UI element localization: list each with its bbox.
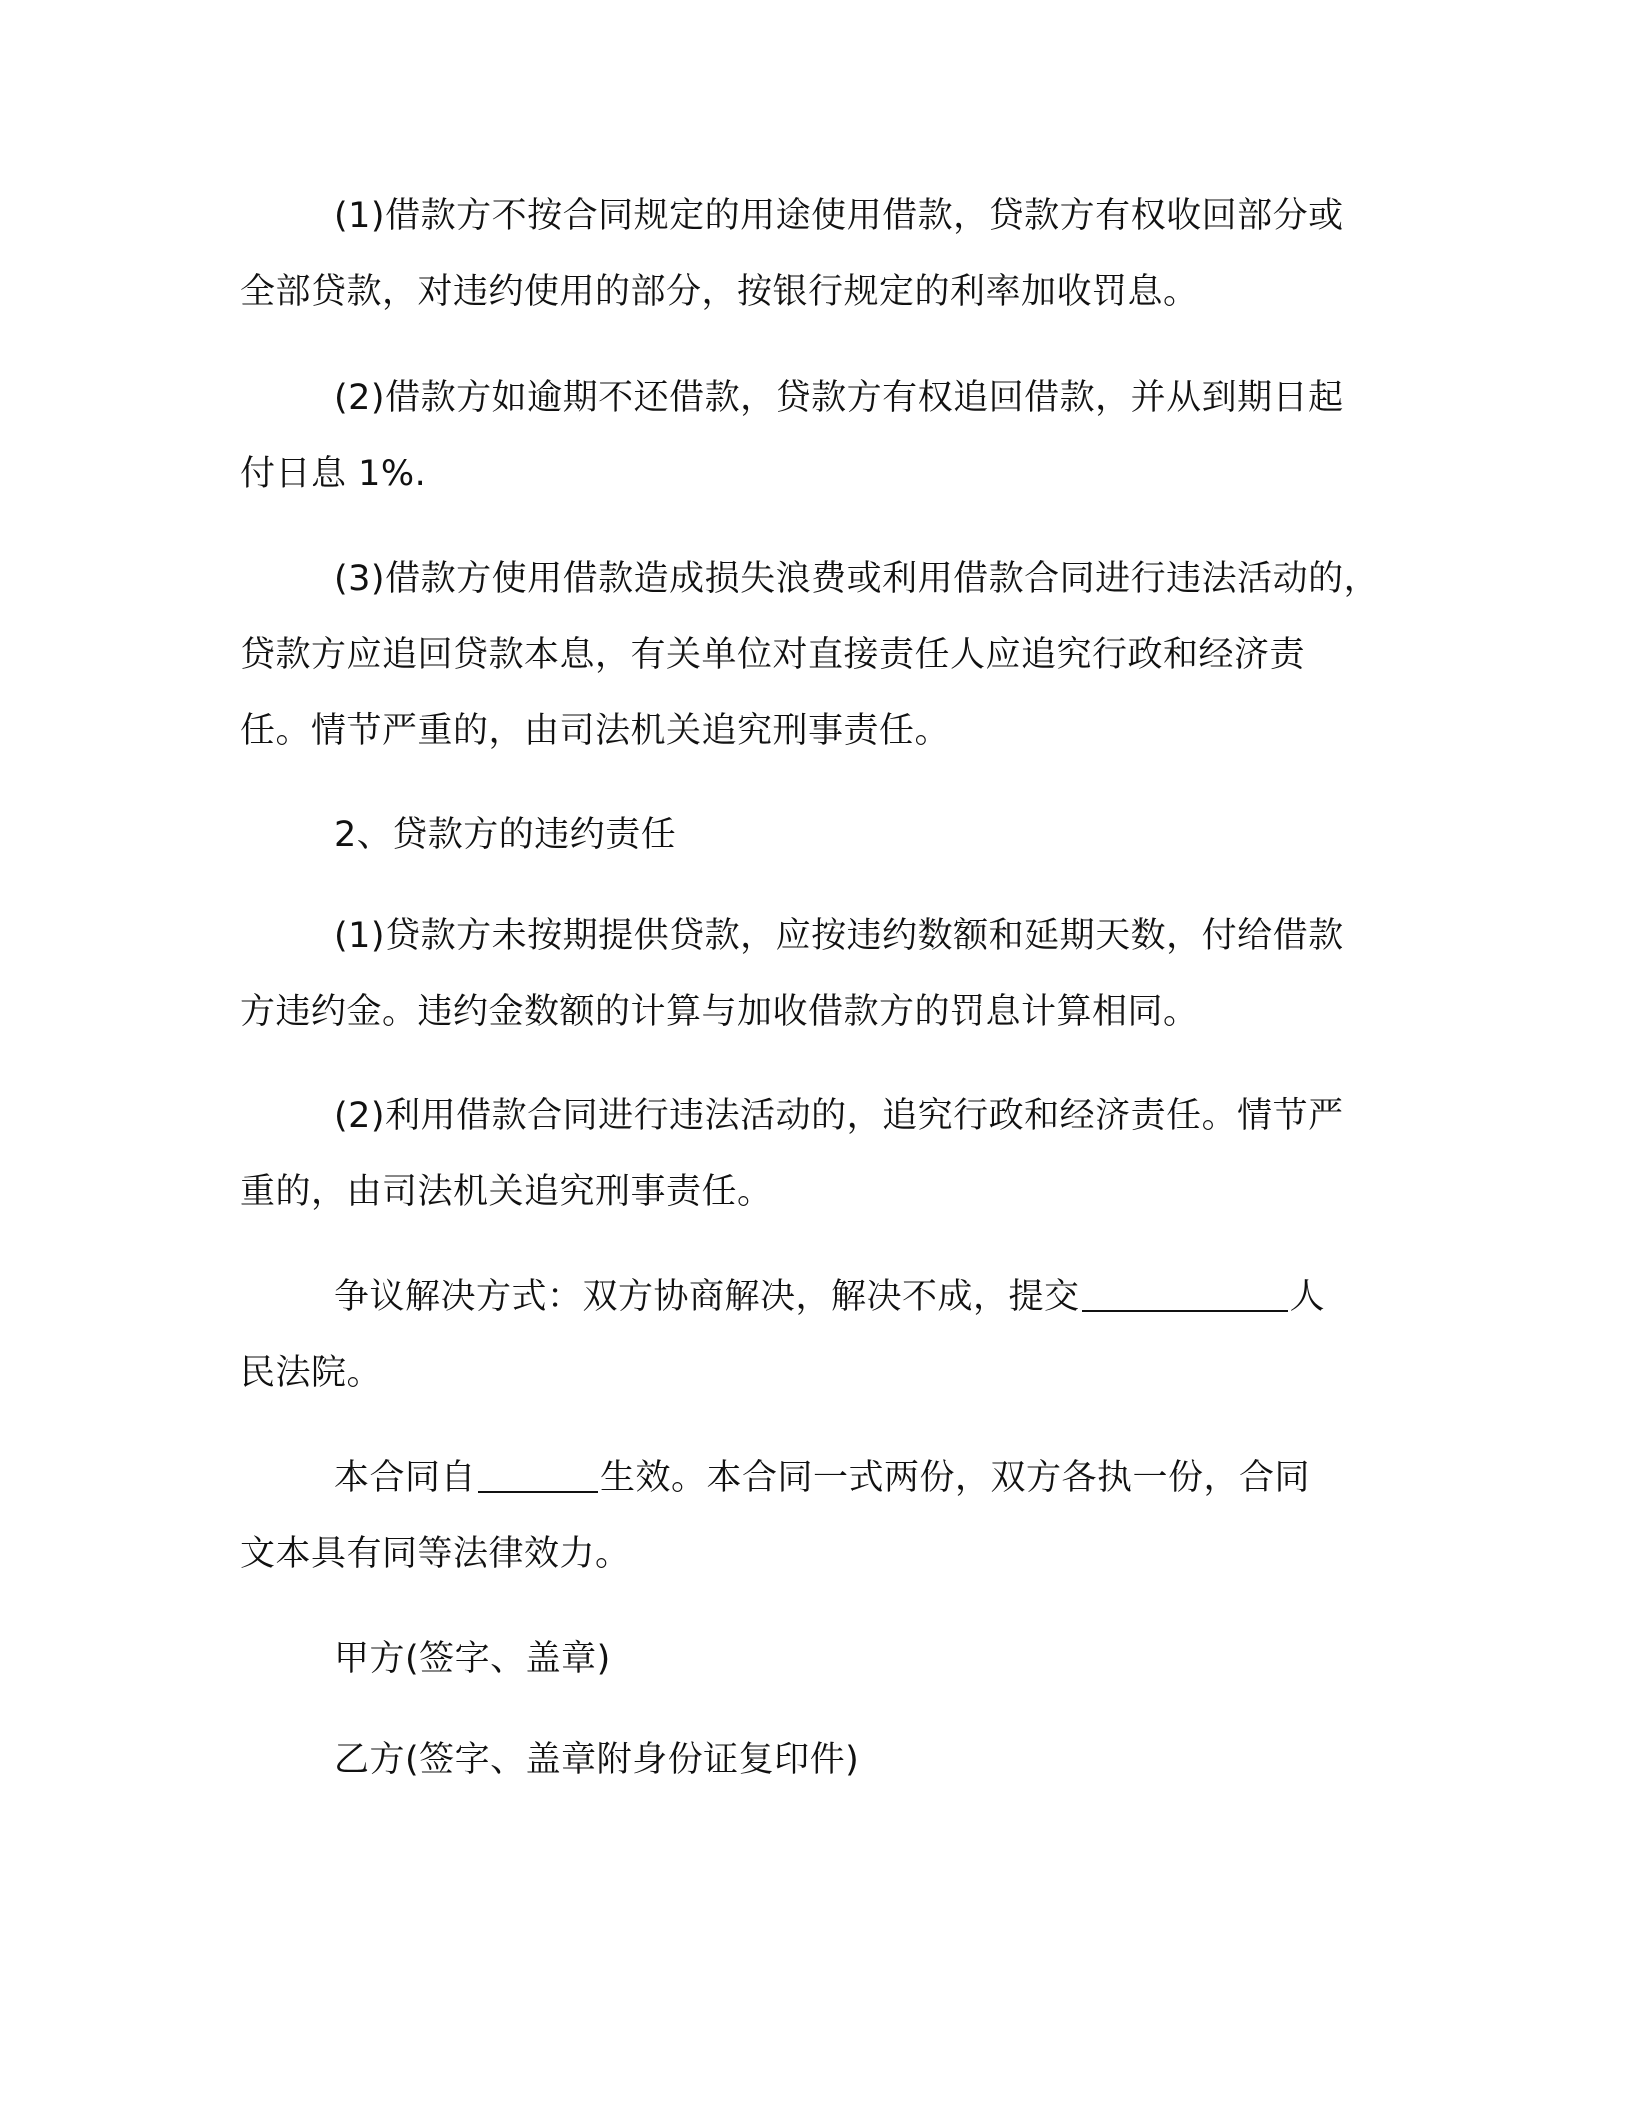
paragraph-lender-late bbox=[240, 898, 1420, 1050]
text-line: 重的，由司法机关追究刑事责任。 bbox=[240, 1172, 773, 1212]
text-line bbox=[240, 1259, 1420, 1335]
paragraph-borrower-misuse bbox=[240, 178, 1420, 330]
paragraph-effective-date bbox=[240, 1440, 1420, 1592]
text-line: 乙方(签字、盖章附身份证复印件) bbox=[334, 1740, 860, 1780]
text-segment: 本合同自 bbox=[334, 1458, 477, 1498]
text-line: (1)借款方不按合同规定的用途使用借款，贷款方有权收回部分或 bbox=[334, 196, 1344, 236]
text-line bbox=[240, 1440, 1420, 1516]
paragraph-illegal-use bbox=[240, 1078, 1420, 1230]
signature-party-a bbox=[240, 1621, 1420, 1697]
text-line: (1)贷款方未按期提供贷款，应按违约数额和延期天数，付给借款 bbox=[334, 916, 1344, 956]
text-line: 全部贷款，对违约使用的部分，按银行规定的利率加收罚息。 bbox=[240, 272, 1199, 312]
fill-in-blank-court bbox=[1082, 1276, 1288, 1312]
text-line: 贷款方应追回贷款本息，有关单位对直接责任人应追究行政和经济责 bbox=[240, 635, 1306, 675]
text-line: 甲方(签字、盖章) bbox=[334, 1639, 611, 1679]
signature-party-b bbox=[240, 1722, 1420, 1798]
text-line: 文本具有同等法律效力。 bbox=[240, 1534, 631, 1574]
text-line: 任。情节严重的，由司法机关追究刑事责任。 bbox=[240, 711, 951, 751]
text-line: (2)借款方如逾期不还借款，贷款方有权追回借款，并从到期日起 bbox=[334, 378, 1344, 418]
text-line: 2、贷款方的违约责任 bbox=[334, 815, 677, 855]
paragraph-borrower-overdue bbox=[240, 360, 1420, 512]
text-line: 民法院。 bbox=[240, 1353, 383, 1393]
text-line: (3)借款方使用借款造成损失浪费或利用借款合同进行违法活动的， bbox=[334, 559, 1380, 599]
text-line: (2)利用借款合同进行违法活动的，追究行政和经济责任。情节严 bbox=[334, 1096, 1344, 1136]
text-segment: 人 bbox=[1289, 1277, 1326, 1317]
paragraph-dispute-resolution bbox=[240, 1259, 1420, 1411]
section-heading-lender-liability bbox=[240, 797, 1420, 873]
text-line: 方违约金。违约金数额的计算与加收借款方的罚息计算相同。 bbox=[240, 992, 1199, 1032]
text-line: 付日息 1%. bbox=[240, 454, 427, 494]
text-segment: 生效。本合同一式两份，双方各执一份，合同 bbox=[600, 1458, 1311, 1498]
fill-in-blank-date bbox=[478, 1457, 598, 1493]
paragraph-borrower-loss bbox=[240, 541, 1420, 769]
text-segment: 争议解决方式：双方协商解决，解决不成，提交 bbox=[334, 1277, 1080, 1317]
